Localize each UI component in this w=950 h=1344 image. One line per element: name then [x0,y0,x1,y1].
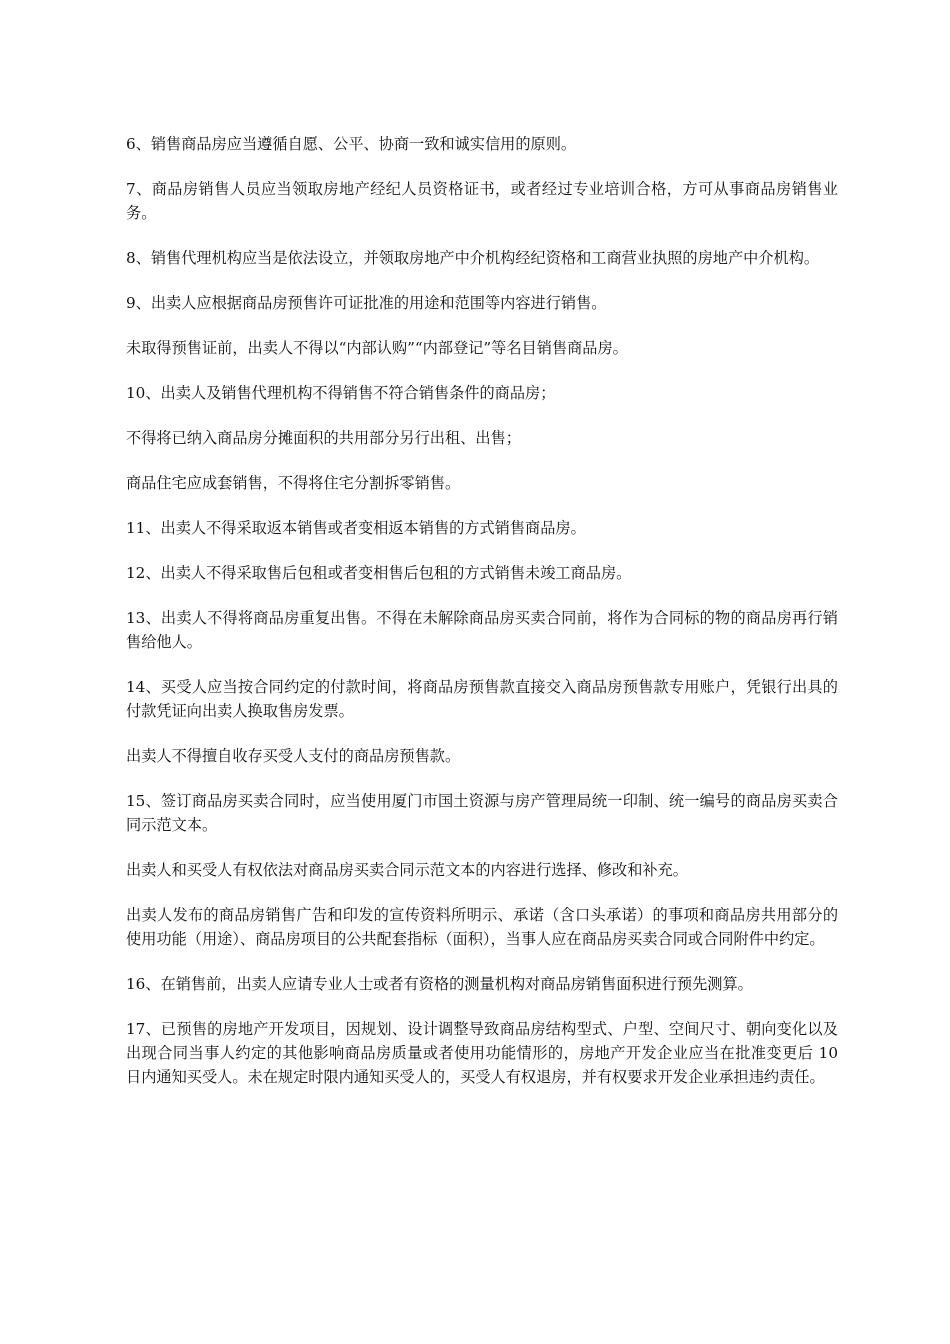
paragraph-10: 10、出卖人及销售代理机构不得销售不符合销售条件的商品房； [126,384,556,402]
paragraph-14: 14、买受人应当按合同约定的付款时间，将商品房预售款直接交入商品房预售款专用账户，凭银行出具的付款凭证向出卖人换取售房发票。 [126,678,838,720]
paragraph-12: 12、出卖人不得采取售后包租或者变相售后包租的方式销售未竣工商品房。 [126,564,632,582]
paragraph-16: 16、在销售前，出卖人应请专业人士或者有资格的测量机构对商品房销售面积进行预先测算。 [126,975,753,993]
paragraph-10-note-b: 商品住宅应成套销售，不得将住宅分割拆零销售。 [126,474,461,492]
paragraph-15: 15、签订商品房买卖合同时，应当使用厦门市国土资源与房产管理局统一印制、统一编号的商品房买卖合同示范文本。 [126,792,838,834]
paragraph-9: 9、出卖人应根据商品房预售许可证批准的用途和范围等内容进行销售。 [126,294,607,312]
paragraph-14-note: 出卖人不得擅自收存买受人支付的商品房预售款。 [126,747,461,765]
paragraph-7: 7、商品房销售人员应当领取房地产经纪人员资格证书，或者经过专业培训合格，方可从事商品房销售业务。 [126,180,838,222]
paragraph-15-note-a: 出卖人和买受人有权依法对商品房买卖合同示范文本的内容进行选择、修改和补充。 [126,861,688,879]
paragraph-13: 13、出卖人不得将商品房重复出售。不得在未解除商品房买卖合同前，将作为合同标的物的商品房再行销售给他人。 [126,609,838,651]
paragraph-10-note-a: 不得将已纳入商品房分摊面积的共用部分另行出租、出售； [126,429,521,447]
paragraph-11: 11、出卖人不得采取返本销售或者变相返本销售的方式销售商品房。 [126,519,586,537]
paragraph-8: 8、销售代理机构应当是依法设立，并领取房地产中介机构经纪资格和工商营业执照的房地产中介机构。 [126,249,820,267]
paragraph-17: 17、已预售的房地产开发项目，因规划、设计调整导致商品房结构型式、户型、空间尺寸、朝向变化以及出现合同当事人约定的其他影响商品房质量或者使用功能情形的，房地产开发企业应当在批准变更后 10 日内通知买受人。未在规定时限内通知买受人的，买受人有权退房，并有权要求开发企业承担违约责任。 [126,1020,838,1086]
document-body [126,132,838,1110]
paragraph-9-note: 未取得预售证前，出卖人不得以“内部认购”“内部登记”等名目销售商品房。 [126,339,628,357]
paragraph-6: 6、销售商品房应当遵循自愿、公平、协商一致和诚实信用的原则。 [126,135,577,153]
paragraph-15-note-b: 出卖人发布的商品房销售广告和印发的宣传资料所明示、承诺（含口头承诺）的事项和商品房共用部分的使用功能（用途）、商品房项目的公共配套指标（面积），当事人应在商品房买卖合同或合同附件中约定。 [126,906,838,948]
